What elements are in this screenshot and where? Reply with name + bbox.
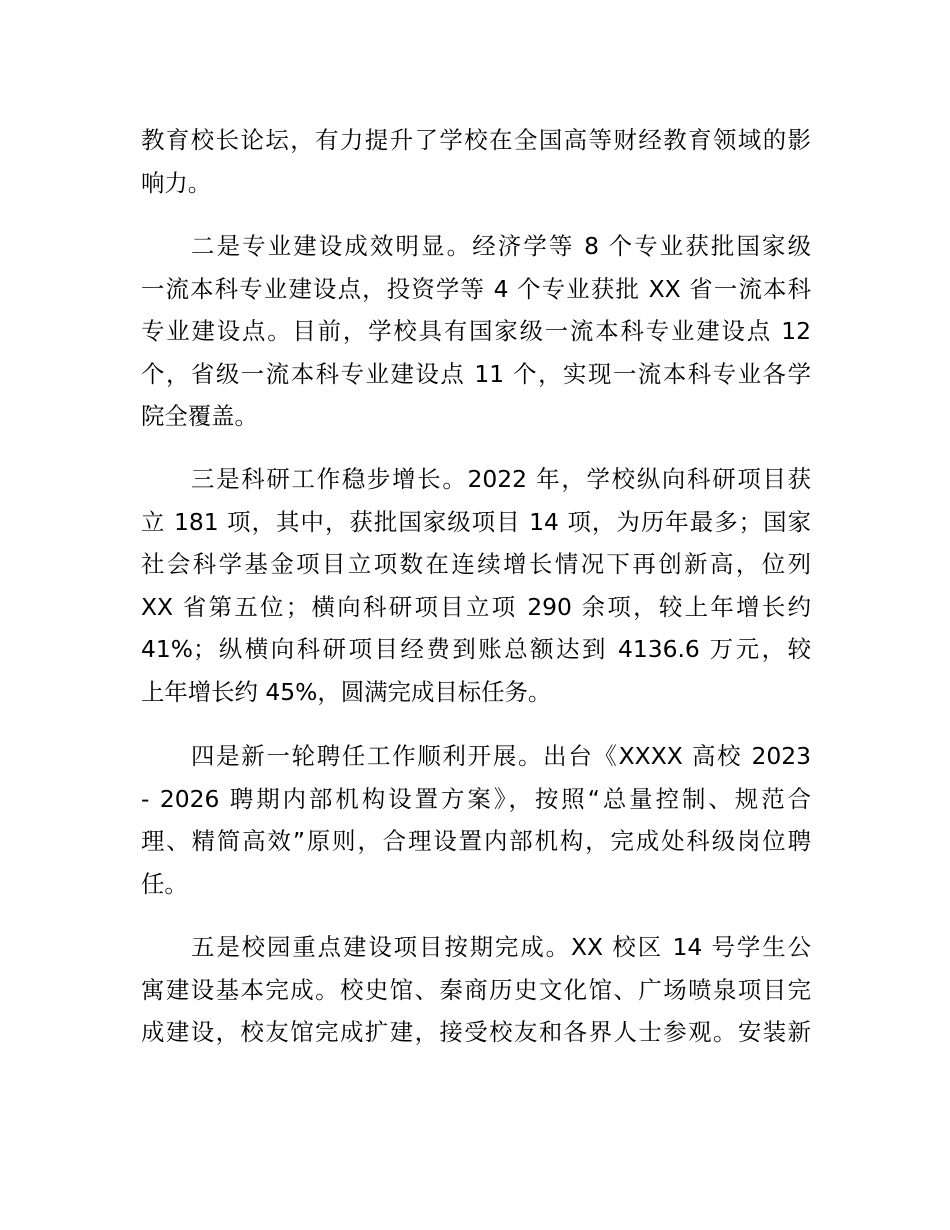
paragraph-line: 三是科研工作稳步增长。2022 年，学校纵向科研项目获 bbox=[191, 465, 811, 493]
paragraph-line: 41%；纵横向科研项目经费到账总额达到 4136.6 万元，较 bbox=[141, 635, 811, 664]
paragraph-3 bbox=[141, 458, 811, 714]
paragraph-line: 任。 bbox=[141, 869, 188, 898]
paragraph-line: 五是校园重点建设项目按期完成。XX 校区 14 号学生公 bbox=[191, 933, 811, 961]
paragraph-line: 四是新一轮聘任工作顺利开展。出台《XXXX 高校 2023 bbox=[191, 742, 811, 770]
paragraph-line: 响力。 bbox=[141, 168, 212, 197]
paragraph-line: 寓建设基本完成。校史馆、秦商历史文化馆、广场喷泉项目完 bbox=[141, 975, 811, 1004]
paragraph-line: 专业建设点。目前，学校具有国家级一流本科专业建设点 12 bbox=[141, 317, 811, 346]
paragraph-4 bbox=[141, 735, 811, 905]
paragraph-line: - 2026 聘期内部机构设置方案》，按照“总量控制、规范合 bbox=[141, 784, 811, 813]
paragraph-1 bbox=[141, 119, 811, 204]
paragraph-line: 院全覆盖。 bbox=[141, 402, 258, 431]
paragraph-line: 二是专业建设成效明显。经济学等 8 个专业获批国家级 bbox=[191, 232, 811, 260]
paragraph-line: 一流本科专业建设点，投资学等 4 个专业获批 XX 省一流本科 bbox=[141, 274, 811, 303]
paragraph-5 bbox=[141, 926, 811, 1054]
paragraph-line: 个，省级一流本科专业建设点 11 个，实现一流本科专业各学 bbox=[141, 359, 811, 388]
paragraph-line: 教育校长论坛，有力提升了学校在全国高等财经教育领域的影 bbox=[141, 126, 811, 154]
paragraph-line: 社会科学基金项目立项数在连续增长情况下再创新高，位列 bbox=[141, 550, 811, 579]
paragraph-line: XX 省第五位；横向科研项目立项 290 余项，较上年增长约 bbox=[141, 592, 811, 621]
paragraph-2 bbox=[141, 225, 811, 438]
paragraph-line: 成建设，校友馆完成扩建，接受校友和各界人士参观。安装新 bbox=[141, 1018, 811, 1047]
paragraph-line: 立 181 项，其中，获批国家级项目 14 项，为历年最多；国家 bbox=[141, 507, 811, 536]
paragraph-line: 理、精简高效”原则，合理设置内部机构，完成处科级岗位聘 bbox=[141, 827, 811, 856]
paragraph-line: 上年增长约 45%，圆满完成目标任务。 bbox=[141, 677, 552, 706]
